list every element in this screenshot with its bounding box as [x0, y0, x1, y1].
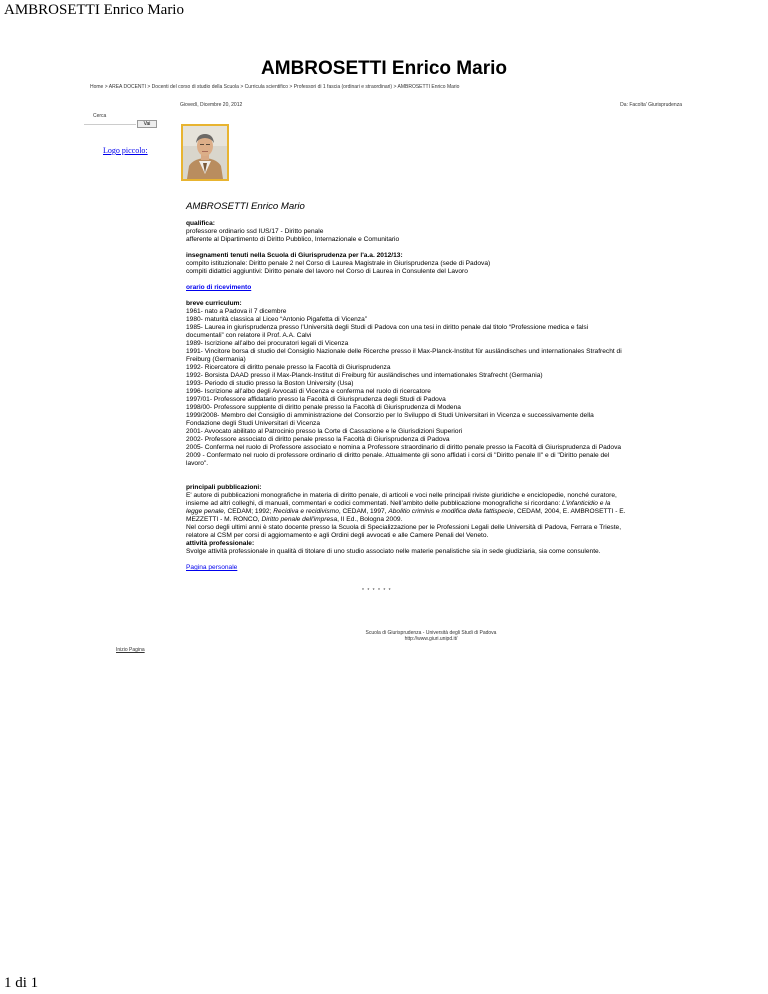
curriculum-line: 1985- Laurea in giurisprudenza presso l’Università degli Studi di Padova con una tesi in diritto penale dal titolo “Professione medica e falsi documentali” con relatore il Prof. A.A. Calvi: [186, 324, 589, 339]
separator-dots: * * * * * *: [362, 588, 392, 594]
curriculum-section: [186, 300, 626, 468]
breadcrumb[interactable]: Home > AREA DOCENTI > Docenti del corso di studio della Scuola > Curricula scientifico > Professori di 1 fascia (ordinari e straordinari) > AMBROSETTI Enrico Mario: [90, 84, 460, 90]
insegnamenti-section: [186, 252, 626, 276]
profile-photo: [181, 124, 229, 181]
pub-text: , CEDAM, 2004, E. AMBROSETTI - E. MEZZETTI - M. RONCO,: [186, 508, 626, 523]
qualifica-section: [186, 220, 626, 244]
curriculum-line: 2009 - Confermato nel ruolo di professore ordinario di diritto penale. Attualmente gli sono affidati i corsi di "Diritto penale II" e di "Diritto penale del lavoro".: [186, 452, 610, 467]
date-label: Giovedì, Dicembre 20, 2012: [180, 102, 243, 108]
curriculum-line: 1998/00- Professore supplente di diritto penale presso la Facoltà di Giurisprudenza di Modena: [186, 404, 461, 411]
curriculum-line: 1980- maturità classica al Liceo “Antonio Pigafetta di Vicenza”: [186, 316, 367, 323]
pub-title: Recidiva e recidivismo: [273, 508, 339, 515]
curriculum-line: 1997/01- Professore affidatario presso la Facoltà di Giurisprudenza degli Studi di Padova: [186, 396, 446, 403]
curriculum-line: 1961- nato a Padova il 7 dicembre: [186, 308, 287, 315]
curriculum-line: 1992- Borsista DAAD presso il Max-Planck-Institut di Freiburg für ausländisches und internationales Strafrecht (Germania): [186, 372, 543, 379]
pagina-section: [186, 564, 626, 572]
pubblicazioni-section: [186, 484, 626, 556]
attivita-heading: attività professionale:: [186, 540, 255, 547]
pubblicazioni-heading: principali pubblicazioni:: [186, 484, 262, 491]
pub-text: , CEDAM, 1997,: [338, 508, 389, 515]
search-button[interactable]: Vai: [137, 120, 157, 128]
page-title: AMBROSETTI Enrico Mario: [261, 58, 507, 79]
search-input[interactable]: [84, 120, 136, 125]
pubblicazioni-paragraph: Nel corso degli ultimi anni è stato docente presso la Scuola di Specializzazione per le Professioni Legali delle Università di Padova, Ferrara e Trieste, relatore al CSM per corsi di aggiornamento e agli Ordini degli avvocati e alle Camere Penali del Veneto.: [186, 524, 622, 539]
pub-text: , CEDAM; 1992;: [223, 508, 274, 515]
curriculum-line: 1996- Iscrizione all’albo degli Avvocati di Vicenza e conferma nel ruolo di ricercatore: [186, 388, 431, 395]
curriculum-line: 1991- Vincitore borsa di studio del Consiglio Nazionale delle Ricerche presso il Max-Planck-Institut für ausländisches und internationales Strafrecht di Freiburg (Germania): [186, 348, 622, 363]
print-footer: 1 di 1: [4, 975, 39, 991]
insegnamenti-line: compiti didattici aggiuntivi: Diritto penale del lavoro nel Corso di Laurea in Consulente del Lavoro: [186, 268, 468, 275]
person-name: AMBROSETTI Enrico Mario: [186, 201, 305, 212]
orario-section: [186, 284, 626, 292]
profile-content: [186, 201, 626, 572]
curriculum-line: 1992- Ricercatore di diritto penale presso la Facoltà di Giurisprudenza: [186, 364, 391, 371]
curriculum-line: 2005- Conferma nel ruolo di Professore associato e nomina a Professore straordinario di diritto penale presso la Facoltà di Giurisprudenza di Padova: [186, 444, 622, 451]
footer-credit: [300, 630, 562, 642]
profile-photo-image: [183, 126, 227, 179]
attivita-text: Svolge attività professionale in qualità di titolare di uno studio associato nelle materie penalistiche sia in sede giudiziaria, sia come consulente.: [186, 548, 601, 555]
qualifica-line: afferente al Dipartimento di Diritto Pubblico, Internazionale e Comunitario: [186, 236, 400, 243]
pub-text: , II Ed., Bologna 2009.: [337, 516, 403, 523]
logo-link[interactable]: Logo piccolo:: [103, 146, 148, 155]
qualifica-heading: qualifica:: [186, 220, 215, 227]
curriculum-line: 1993- Periodo di studio presso la Boston University (Usa): [186, 380, 354, 387]
orario-link[interactable]: orario di ricevimento: [186, 284, 252, 291]
curriculum-line: 2001- Avvocato abilitato al Patrocinio presso la Corte di Cassazione e le Giurisdizioni Superiori: [186, 428, 463, 435]
print-header: AMBROSETTI Enrico Mario: [4, 2, 184, 18]
pub-title: Abolitio criminis e modifica della fattispecie: [388, 508, 514, 515]
qualifica-line: professore ordinario ssd IUS/17 - Diritto penale: [186, 228, 324, 235]
pub-title: Diritto penale dell'impresa: [261, 516, 338, 523]
curriculum-line: 2002- Professore associato di diritto penale presso la Facoltà di Giurisprudenza di Padova: [186, 436, 450, 443]
insegnamenti-line: compito istituzionale: Diritto penale 2 nel Corso di Laurea Magistrale in Giurisprudenza (sede di Padova): [186, 260, 491, 267]
top-link[interactable]: Inizio Pagina: [116, 647, 145, 653]
search-label: Cerca: [93, 113, 107, 119]
pub-text: E' autore di pubblicazioni monografiche in materia di diritto penale, di articoli e voci nelle principali riviste giuridiche e enciclopedie, nonché curatore, insieme ad altri colleghi, di manuali, commentari e codici commentati. Nell’ambito delle pubblicazione monografiche si ricordano:: [186, 492, 617, 507]
faculty-label: Da: Facolta' Giurisprudenza: [620, 102, 682, 108]
footer-credit-url[interactable]: http://www.giuri.unipd.it/: [404, 636, 458, 642]
curriculum-heading: breve curriculum:: [186, 300, 242, 307]
footer-credit-line: Scuola di Giurisprudenza - Università degli Studi di Padova: [365, 630, 497, 636]
pagina-personale-link[interactable]: Pagina personale: [186, 564, 238, 571]
curriculum-line: 1999/2008- Membro del Consiglio di amministrazione del Consorzio per lo Sviluppo di Studi Universitari in Vicenza e successivamente della Fondazione degli Studi Universitari di Vicenza: [186, 412, 594, 427]
pub-title: L’infanticidio e la legge penale: [186, 500, 611, 515]
pubblicazioni-paragraph: [186, 492, 626, 524]
curriculum-line: 1989- Iscrizione all’albo dei procuratori legali di Vicenza: [186, 340, 349, 347]
insegnamenti-heading: insegnamenti tenuti nella Scuola di Giurisprudenza per l'a.a. 2012/13:: [186, 252, 403, 259]
